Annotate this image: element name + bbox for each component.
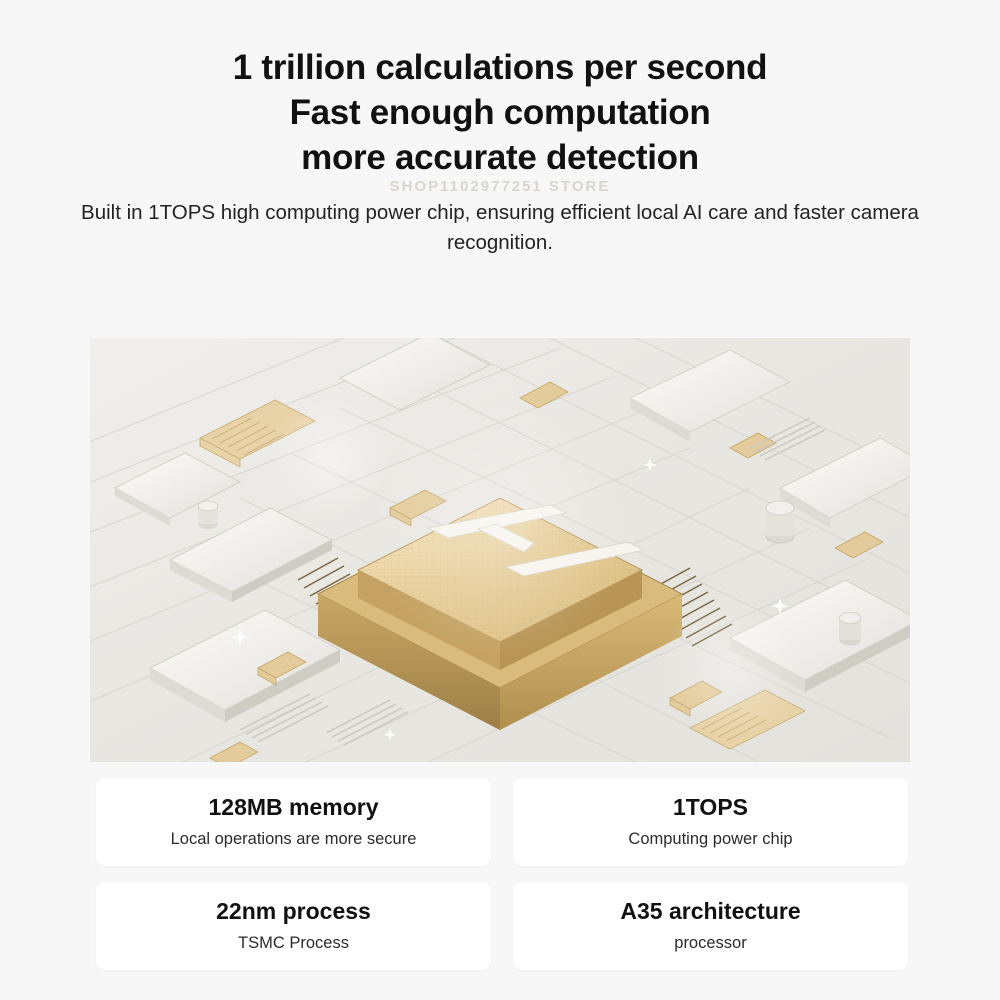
headline-line-2: Fast enough computation <box>289 92 711 132</box>
spec-card-title: 22nm process <box>216 897 371 924</box>
spec-card-subtitle: Computing power chip <box>628 830 793 849</box>
spec-card-subtitle: processor <box>674 934 747 953</box>
headline-line-3: more accurate detection <box>301 137 699 177</box>
spec-card-grid <box>96 778 908 970</box>
page-subtitle: Built in 1TOPS high computing power chip, ensuring efficient local AI care and faster camera recognition. <box>81 201 919 254</box>
spec-card-architecture <box>513 882 908 970</box>
store-watermark: SHOP1102977251 STORE <box>389 178 611 195</box>
spec-card-memory <box>96 778 491 866</box>
spec-card-process <box>96 882 491 970</box>
spec-card-title: 128MB memory <box>208 793 379 820</box>
spec-card-subtitle: Local operations are more secure <box>170 830 417 849</box>
spec-card-title: A35 architecture <box>620 897 801 924</box>
spec-card-subtitle: TSMC Process <box>238 934 349 953</box>
page-title <box>0 0 1000 180</box>
spec-card-title: 1TOPS <box>673 793 748 820</box>
spec-card-tops <box>513 778 908 866</box>
headline-line-1: 1 trillion calculations per second <box>232 48 768 87</box>
ai-processor-chip-photo <box>90 338 910 762</box>
chip-illustration <box>90 338 910 762</box>
